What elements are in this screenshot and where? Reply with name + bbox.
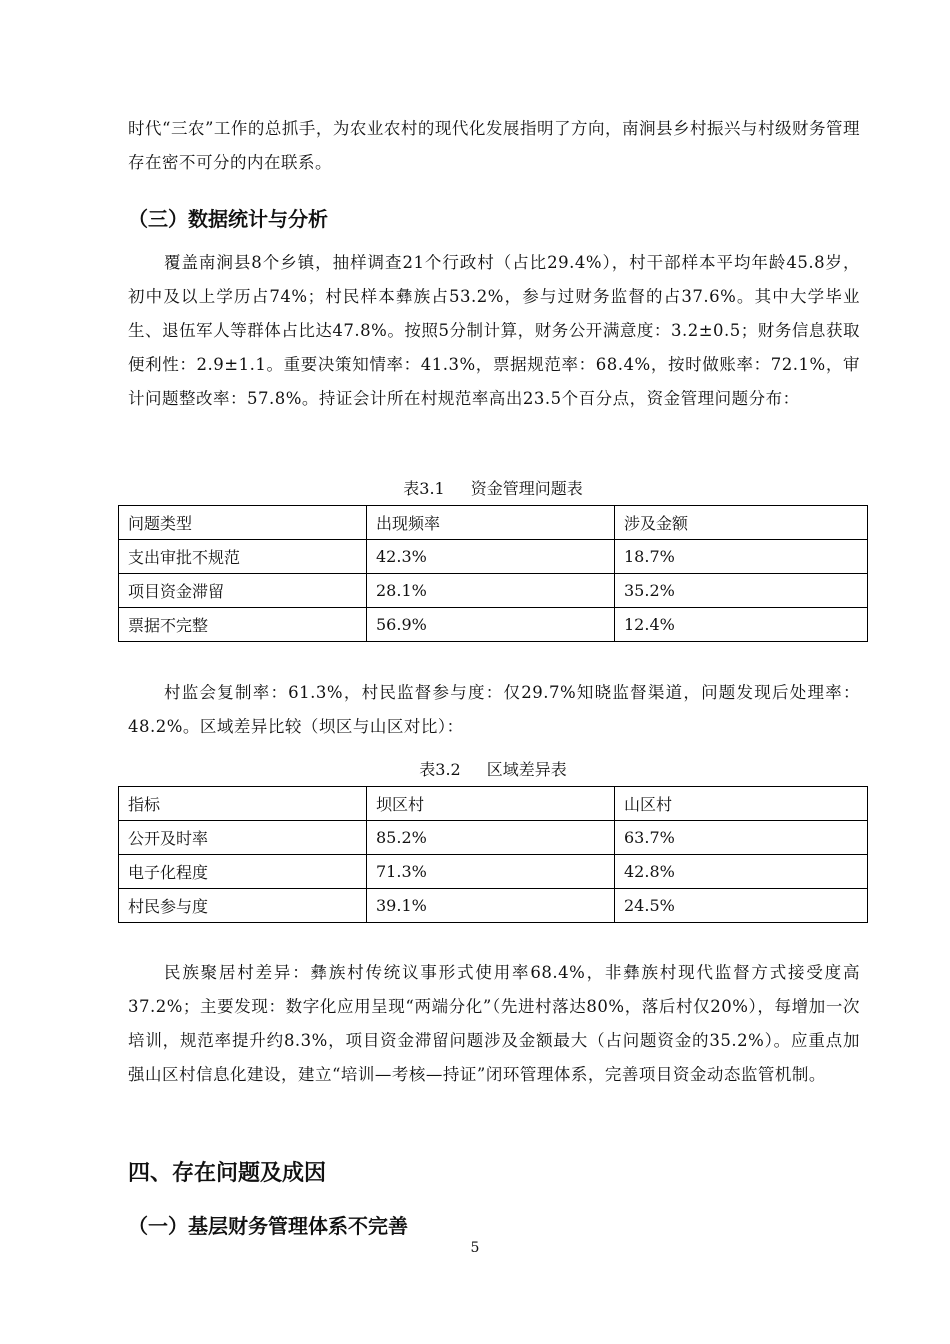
table-cell: 项目资金滞留 <box>119 574 367 608</box>
regional-difference-table <box>118 786 868 923</box>
table-cell: 12.4% <box>615 608 868 642</box>
table-cell: 56.9% <box>367 608 615 642</box>
table-cell: 24.5% <box>615 889 868 923</box>
chapter-heading: 四、存在问题及成因 <box>128 1161 327 1186</box>
table2-caption-title: 区域差异表 <box>486 760 567 779</box>
table-cell: 85.2% <box>367 821 615 855</box>
table-row <box>119 889 868 923</box>
table-cell: 村民参与度 <box>119 889 367 923</box>
ethnic-paragraph: 民族聚居村差异：彝族村传统议事形式使用率68.4%，非彝族村现代监督方式接受度高37.2%；主要发现：数字化应用呈现“两端分化”（先进村落达80%，落后村仅20%），每增加一次培训，规范率提升约8.3%，项目资金滞留问题涉及金额最大（占问题资金的35.2%）。应重点加强山区村信息化建设，建立“培训—考核—持证”闭环管理体系，完善项目资金动态监管机制。 <box>128 963 860 1084</box>
table-header-row <box>119 787 868 821</box>
table-cell: 71.3% <box>367 855 615 889</box>
table-cell: 42.3% <box>367 540 615 574</box>
subsection-heading: （一）基层财务管理体系不完善 <box>128 1214 408 1238</box>
table-cell: 39.1% <box>367 889 615 923</box>
table-header-cell: 指标 <box>119 787 367 821</box>
table1-caption-title: 资金管理问题表 <box>470 479 583 498</box>
table-cell: 63.7% <box>615 821 868 855</box>
table-header-cell: 涉及金额 <box>615 506 868 540</box>
table-row <box>119 574 868 608</box>
table-cell: 18.7% <box>615 540 868 574</box>
table-header-row <box>119 506 868 540</box>
table-row <box>119 540 868 574</box>
table-cell: 支出审批不规范 <box>119 540 367 574</box>
stats-paragraph: 覆盖南涧县8个乡镇，抽样调查21个行政村（占比29.4%），村干部样本平均年龄45.8岁，初中及以上学历占74%；村民样本彝族占53.2%，参与过财务监督的占37.6%。其中大学毕业生、退伍军人等群体占比达47.8%。按照5分制计算，财务公开满意度：3.2±0.5；财务信息获取便利性：2.9±1.1。重要决策知情率：41.3%，票据规范率：68.4%，按时做账率：72.1%，审计问题整改率：57.8%。持证会计所在村规范率高出23.5个百分点，资金管理问题分布： <box>128 253 860 408</box>
intro-paragraph: 时代“三农”工作的总抓手，为农业农村的现代化发展指明了方向，南涧县乡村振兴与村级财务管理存在密不可分的内在联系。 <box>128 119 860 172</box>
table2-caption <box>118 757 868 780</box>
table-cell: 35.2% <box>615 574 868 608</box>
section-heading: （三）数据统计与分析 <box>128 207 328 231</box>
table-cell: 票据不完整 <box>119 608 367 642</box>
table-cell: 42.8% <box>615 855 868 889</box>
table-header-cell: 出现频率 <box>367 506 615 540</box>
table-row <box>119 855 868 889</box>
supervision-paragraph: 村监会复制率：61.3%，村民监督参与度：仅29.7%知晓监督渠道，问题发现后处理率：48.2%。区域差异比较（坝区与山区对比）： <box>128 683 860 736</box>
fund-issues-table <box>118 505 868 642</box>
table-row <box>119 608 868 642</box>
table-header-cell: 问题类型 <box>119 506 367 540</box>
table-header-cell: 坝区村 <box>367 787 615 821</box>
table-cell: 28.1% <box>367 574 615 608</box>
page-number: 5 <box>470 1240 480 1256</box>
table2-caption-number: 表3.2 <box>419 760 461 779</box>
table-header-cell: 山区村 <box>615 787 868 821</box>
table1-caption <box>118 476 868 499</box>
table1-caption-number: 表3.1 <box>403 479 445 498</box>
table-cell: 电子化程度 <box>119 855 367 889</box>
table-cell: 公开及时率 <box>119 821 367 855</box>
table-row <box>119 821 868 855</box>
